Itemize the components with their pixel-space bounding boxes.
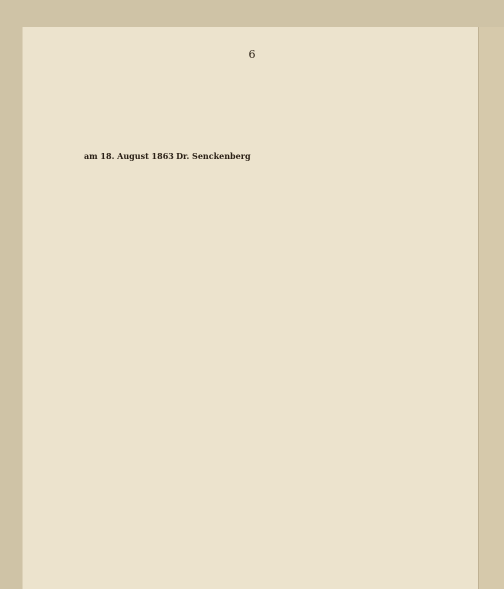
paragraph-4 [66,118,414,130]
paragraph-1 [66,70,414,82]
paragraph-6 [66,150,414,163]
body-text [66,70,414,167]
paragraph-3 [66,102,414,114]
page-edge [478,27,504,589]
anniversary-date: am 18. August 1863 [84,151,174,161]
page-number: 6 [248,48,256,61]
paragraph-2 [66,86,414,98]
paragraph-5 [66,134,414,146]
founder-name: Dr. Senckenberg [176,151,251,161]
